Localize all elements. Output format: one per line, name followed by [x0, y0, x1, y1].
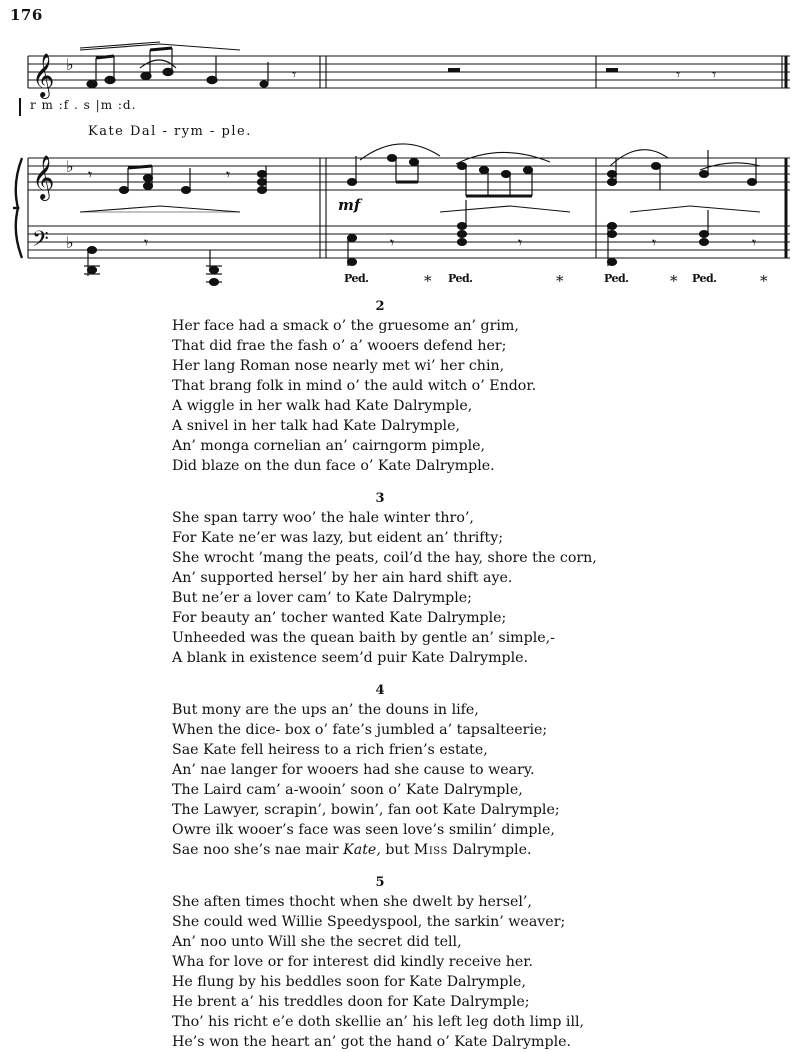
svg-text:𝄾: 𝄾: [226, 165, 231, 184]
verse-line: Her lang Roman nose nearly met wi’ her chin,: [172, 358, 505, 374]
svg-text:𝄾: 𝄾: [752, 233, 757, 252]
svg-text:𝄾: 𝄾: [518, 233, 523, 252]
verse-line: An’ nae langer for wooers had she cause to weary.: [172, 762, 535, 778]
bass-clef-icon: 𝄢: [32, 227, 49, 257]
svg-text:♭: ♭: [66, 55, 74, 74]
verse-line: That brang folk in mind o’ the auld witch o’ Endor.: [172, 378, 537, 394]
verse-line: He brent a’ his treddles doon for Kate Dalrymple;: [172, 994, 530, 1010]
music-score: [0, 0, 800, 300]
verse-line: Sae Kate fell heiress to a rich frien’s estate,: [172, 742, 488, 758]
verse-line: A blank in existence seem’d puir Kate Dalrymple.: [172, 650, 529, 666]
verse-line: He flung by his beddles soon for Kate Dalrymple,: [172, 974, 526, 990]
verse-line: An’ noo unto Will she the secret did tell,: [172, 934, 462, 950]
svg-text:♭: ♭: [66, 157, 74, 176]
verses: [0, 298, 800, 1052]
pedal-mark: Ped.: [604, 272, 629, 285]
verse-line: The Laird cam’ a-wooin’ soon o’ Kate Dalrymple,: [172, 782, 523, 798]
svg-text:𝄾: 𝄾: [676, 65, 681, 84]
stanza-number: 3: [375, 491, 385, 506]
stanza-4: [0, 682, 800, 860]
verse-smallcaps-title: Miss: [413, 842, 448, 858]
verse-line: For Kate ne’er was lazy, but eident an’ thrifty;: [172, 530, 504, 546]
pedal-mark: Ped.: [344, 272, 369, 285]
pedal-mark: Ped.: [448, 272, 473, 285]
verse-line: A snivel in her talk had Kate Dalrymple,: [172, 418, 460, 434]
svg-text:𝄾: 𝄾: [390, 233, 395, 252]
verse-line: Owre ilk wooer’s face was seen love’s smilin’ dimple,: [172, 822, 555, 838]
verse-line: The Lawyer, scrapin’, bowin’, fan oot Kate Dalrymple;: [172, 802, 560, 818]
verse-line: An’ supported hersel’ by her ain hard shift aye.: [172, 570, 513, 586]
verse-line: Her face had a smack o’ the gruesome an’ grim,: [172, 318, 519, 334]
verse-text: Sae noo she’s nae mair: [172, 842, 344, 858]
verse-line: She span tarry woo’ the hale winter thro’,: [172, 510, 474, 526]
verse-line: A wiggle in her walk had Kate Dalrymple,: [172, 398, 473, 414]
verse-line: When the dice- box o’ fate’s jumbled a’ tapsalteerie;: [172, 722, 548, 738]
svg-text:𝄾: 𝄾: [292, 65, 297, 84]
piano-treble-notes: [88, 150, 757, 196]
verse-line: Did blaze on the dun face o’ Kate Dalrymple.: [172, 458, 495, 474]
pedal-release: *: [424, 272, 432, 290]
verse-line: That did frae the fash o’ a’ wooers defend her;: [172, 338, 507, 354]
treble-clef-icon: 𝄞: [32, 53, 55, 97]
svg-text:𝄾: 𝄾: [652, 233, 657, 252]
pedal-release: *: [670, 272, 678, 290]
piano-bass-staff: [28, 226, 790, 258]
verse-line: For beauty an’ tocher wanted Kate Dalrymple;: [172, 610, 507, 626]
stanza-3: [0, 490, 800, 668]
score-lyric: Kate Dal - rym - ple.: [88, 124, 252, 139]
verse-line: He’s won the heart an’ got the hand o’ Kate Dalrymple.: [172, 1034, 572, 1050]
verse-italic-name: Kate,: [343, 842, 381, 858]
svg-text:𝄾: 𝄾: [712, 65, 717, 84]
verse-line: She wrocht ’mang the peats, coil’d the hay, shore the corn,: [172, 550, 597, 566]
verse-line: She aften times thocht when she dwelt by hersel’,: [172, 894, 532, 910]
stanza-number: 2: [375, 299, 385, 314]
page-number: 176: [10, 6, 43, 24]
pedal-release: *: [556, 272, 564, 290]
verse-line: Wha for love or for interest did kindly receive her.: [172, 954, 534, 970]
verse-text: Dalrymple.: [447, 842, 532, 858]
svg-text:♭: ♭: [66, 233, 74, 252]
verse-line: But mony are the ups an’ the douns in life,: [172, 702, 479, 718]
verse-line: Tho’ his richt e’e doth skellie an’ his left leg doth limp ill,: [172, 1014, 585, 1030]
pedal-release: *: [760, 272, 768, 290]
tonic-solfa: r m :f . s |m :d.: [30, 98, 137, 112]
verse-line: Unheeded was the quean baith by gentle an’ simple,-: [172, 630, 555, 646]
verse-line: She could wed Willie Speedyspool, the sarkin’ weaver;: [172, 914, 566, 930]
verse-text: but: [380, 842, 414, 858]
svg-text:𝄾: 𝄾: [144, 233, 149, 252]
verse-line-last: [0, 840, 800, 860]
verse-line: But ne’er a lover cam’ to Kate Dalrymple;: [172, 590, 472, 606]
stanza-number: 4: [375, 683, 385, 698]
stanza-2: [0, 298, 800, 476]
grand-staff-brace: [14, 158, 22, 258]
voice-notes: [87, 48, 268, 88]
pedal-mark: Ped.: [692, 272, 717, 285]
stanza-5: [0, 874, 800, 1052]
dynamic-marking: mf: [338, 196, 361, 214]
stanza-number: 5: [375, 875, 385, 890]
svg-text:𝄾: 𝄾: [88, 165, 93, 184]
verse-line: An’ monga cornelian an’ cairngorm pimple,: [172, 438, 486, 454]
treble-clef-icon: 𝄞: [32, 155, 55, 199]
